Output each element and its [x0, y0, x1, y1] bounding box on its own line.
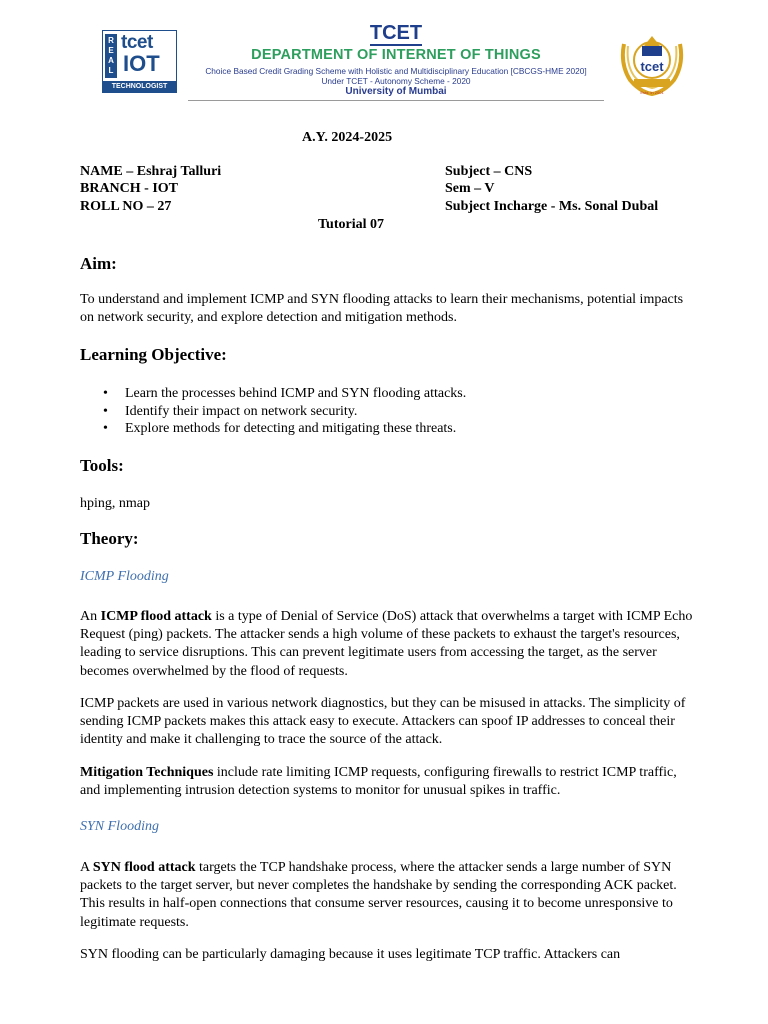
icmp-term: ICMP flood attack	[100, 609, 212, 624]
academic-year: A.Y. 2024-2025	[302, 130, 393, 145]
header-tcet: TCET	[369, 22, 423, 44]
header-university: University of Mumbai	[345, 86, 447, 97]
syn-paragraph-1: A SYN flood attack targets the TCP handshake process, where the attacker sends a large number of SYN packets to the target server, but never completes the handshake by sending the corresponding ACK packet. This results in half-open connections that consume server resources, causing it to become unresponsive to legitimate requests.	[80, 860, 677, 930]
header-under: Under TCET - Autonomy Scheme - 2020	[321, 76, 471, 86]
header-scheme: Choice Based Credit Grading Scheme with Holistic and Multidisciplinary Education [CBCGS-HME 2020]	[205, 66, 587, 76]
objective-item: • Explore methods for detecting and mitigating these threats.	[125, 420, 685, 438]
aim-text: To understand and implement ICMP and SYN flooding attacks to learn their mechanisms, potential impacts on network security, and explore detection and mitigation methods.	[80, 292, 684, 326]
student-roll: ROLL NO – 27	[80, 199, 172, 214]
emblem-tcet-text: tcet	[640, 59, 664, 74]
student-name: NAME – Eshraj Talluri	[80, 164, 222, 179]
logo-technologist-text: TECHNOLOGIST	[103, 81, 176, 92]
header-department: DEPARTMENT OF INTERNET OF THINGS	[251, 47, 541, 63]
tcet-emblem-logo	[614, 24, 690, 98]
syn-paragraph-2: SYN flooding can be particularly damaging because it uses legitimate TCP traffic. Attackers can	[80, 947, 621, 962]
objective-item: • Identify their impact on network security.	[125, 403, 685, 421]
icmp-paragraph-3: Mitigation Techniques include rate limiting ICMP requests, configuring firewalls to restrict ICMP traffic, and implementing intrusion detection systems to monitor for unusual spikes in traffic.	[80, 765, 677, 799]
theory-heading: Theory:	[80, 529, 139, 548]
icmp-paragraph-2: ICMP packets are used in various network diagnostics, but they can be misused in attacks. The simplicity of sending ICMP packets makes this attack easy to execute. Attackers can spoof IP addresses to conceal their identity and make it challenging to trace the source of the attack.	[80, 696, 686, 748]
syn-heading: SYN Flooding	[80, 819, 159, 834]
icmp-paragraph-1: An ICMP flood attack is a type of Denial of Service (DoS) attack that overwhelms a target with ICMP Echo Request (ping) packets. The attacker sends a high volume of these packets to exhaust the target's resources, leading to service disruptions. This can prevent legitimate users from accessing the target, as the server becomes overwhelmed by the flood of requests.	[80, 609, 693, 679]
logo-tcet-text: tcet	[121, 32, 153, 53]
mitigation-term: Mitigation Techniques	[80, 765, 214, 780]
subject-incharge: Subject Incharge - Ms. Sonal Dubal	[445, 199, 659, 214]
logo-iot-text: IOT	[123, 51, 160, 76]
tcet-iot-logo	[102, 30, 177, 93]
semester: Sem – V	[445, 181, 495, 196]
objective-list	[80, 385, 685, 438]
emblem-estd-text: Estd. in 2001	[640, 90, 664, 95]
tutorial-title: Tutorial 07	[318, 217, 384, 232]
logo-real-text: R E A L	[105, 34, 117, 78]
subject: Subject – CNS	[445, 164, 533, 179]
header-divider	[188, 100, 604, 101]
student-branch: BRANCH - IOT	[80, 181, 179, 196]
tools-text: hping, nmap	[80, 496, 150, 511]
tools-heading: Tools:	[80, 456, 124, 475]
objective-item: • Learn the processes behind ICMP and SYN flooding attacks.	[125, 385, 685, 403]
aim-heading: Aim:	[80, 254, 117, 273]
syn-term: SYN flood attack	[92, 860, 196, 875]
icmp-heading: ICMP Flooding	[80, 569, 169, 584]
objective-heading: Learning Objective:	[80, 345, 227, 364]
